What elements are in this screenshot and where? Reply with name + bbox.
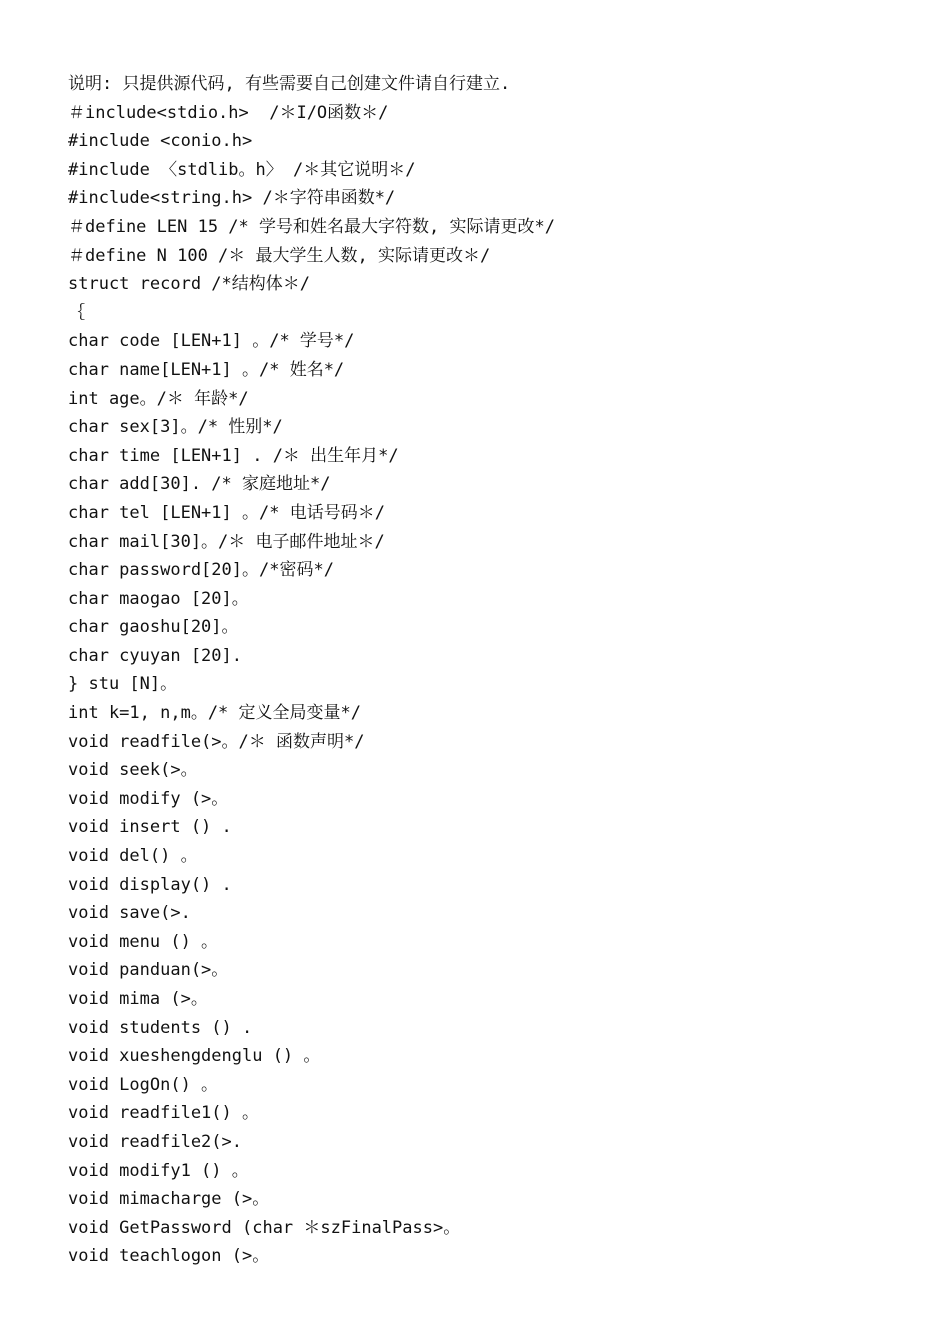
code-line: void mimacharge (>。 xyxy=(68,1189,270,1210)
code-line: void LogOn() 。 xyxy=(68,1074,219,1095)
code-line: char name[LEN+1] 。/* 姓名*/ xyxy=(68,359,345,380)
code-line: #include <conio.h> xyxy=(68,131,253,152)
code-line: char password[20]。/*密码*/ xyxy=(68,560,334,581)
code-line: char tel [LEN+1] 。/* 电话号码＊/ xyxy=(68,502,385,523)
code-line: char gaoshu[20]。 xyxy=(68,617,239,638)
code-line: void save(>. xyxy=(68,903,191,924)
code-line: char code [LEN+1] 。/* 学号*/ xyxy=(68,331,355,352)
code-line: int age。/＊ 年龄*/ xyxy=(68,388,249,409)
code-line: void teachlogon (>。 xyxy=(68,1246,270,1267)
code-line: void panduan(>。 xyxy=(68,960,229,981)
note-line: 说明: 只提供源代码, 有些需要自己创建文件请自行建立. xyxy=(68,74,511,94)
code-line: void mima (>。 xyxy=(68,989,208,1009)
code-line: void readfile1() 。 xyxy=(68,1103,259,1124)
code-line: ＃define N 100 /＊ 最大学生人数, 实际请更改＊/ xyxy=(68,245,491,266)
code-line: } stu [N]。 xyxy=(68,674,178,695)
code-line: void modify (>。 xyxy=(68,788,229,809)
code-line: void modify1 () 。 xyxy=(68,1160,249,1181)
code-line: void readfile(>。/＊ 函数声明*/ xyxy=(68,731,365,752)
code-line: char cyuyan [20]. xyxy=(68,645,242,666)
source-code-block xyxy=(68,70,928,1271)
code-line: void insert () . xyxy=(68,817,232,838)
code-line: void seek(>。 xyxy=(68,760,198,781)
code-line: void del() 。 xyxy=(68,846,198,867)
code-line: char maogao [20]。 xyxy=(68,588,249,609)
code-line: void readfile2(>. xyxy=(68,1131,242,1152)
code-line: #include<string.h> /＊字符串函数*/ xyxy=(68,188,396,209)
code-line: char add[30]. /* 家庭地址*/ xyxy=(68,474,331,495)
code-line: ｛ xyxy=(68,302,85,323)
code-line: struct record /*结构体＊/ xyxy=(68,274,310,295)
code-line: void menu () 。 xyxy=(68,931,219,952)
code-line: void students () . xyxy=(68,1017,253,1038)
code-line: char time [LEN+1] . /＊ 出生年月*/ xyxy=(68,445,399,466)
code-line: char mail[30]。/＊ 电子邮件地址＊/ xyxy=(68,531,385,552)
code-line: ＃include<stdio.h> /＊I/O函数＊/ xyxy=(68,102,389,123)
code-line: #include 〈stdlib。h〉 /＊其它说明＊/ xyxy=(68,159,416,180)
code-line: int k=1, n,m。/* 定义全局变量*/ xyxy=(68,703,361,724)
code-line: char sex[3]。/* 性别*/ xyxy=(68,417,283,438)
code-line: void display() . xyxy=(68,874,232,895)
code-line: ＃define LEN 15 /* 学号和姓名最大字符数, 实际请更改*/ xyxy=(68,216,555,237)
code-line: void GetPassword (char ＊szFinalPass>。 xyxy=(68,1217,461,1238)
code-line: void xueshengdenglu () 。 xyxy=(68,1046,321,1067)
